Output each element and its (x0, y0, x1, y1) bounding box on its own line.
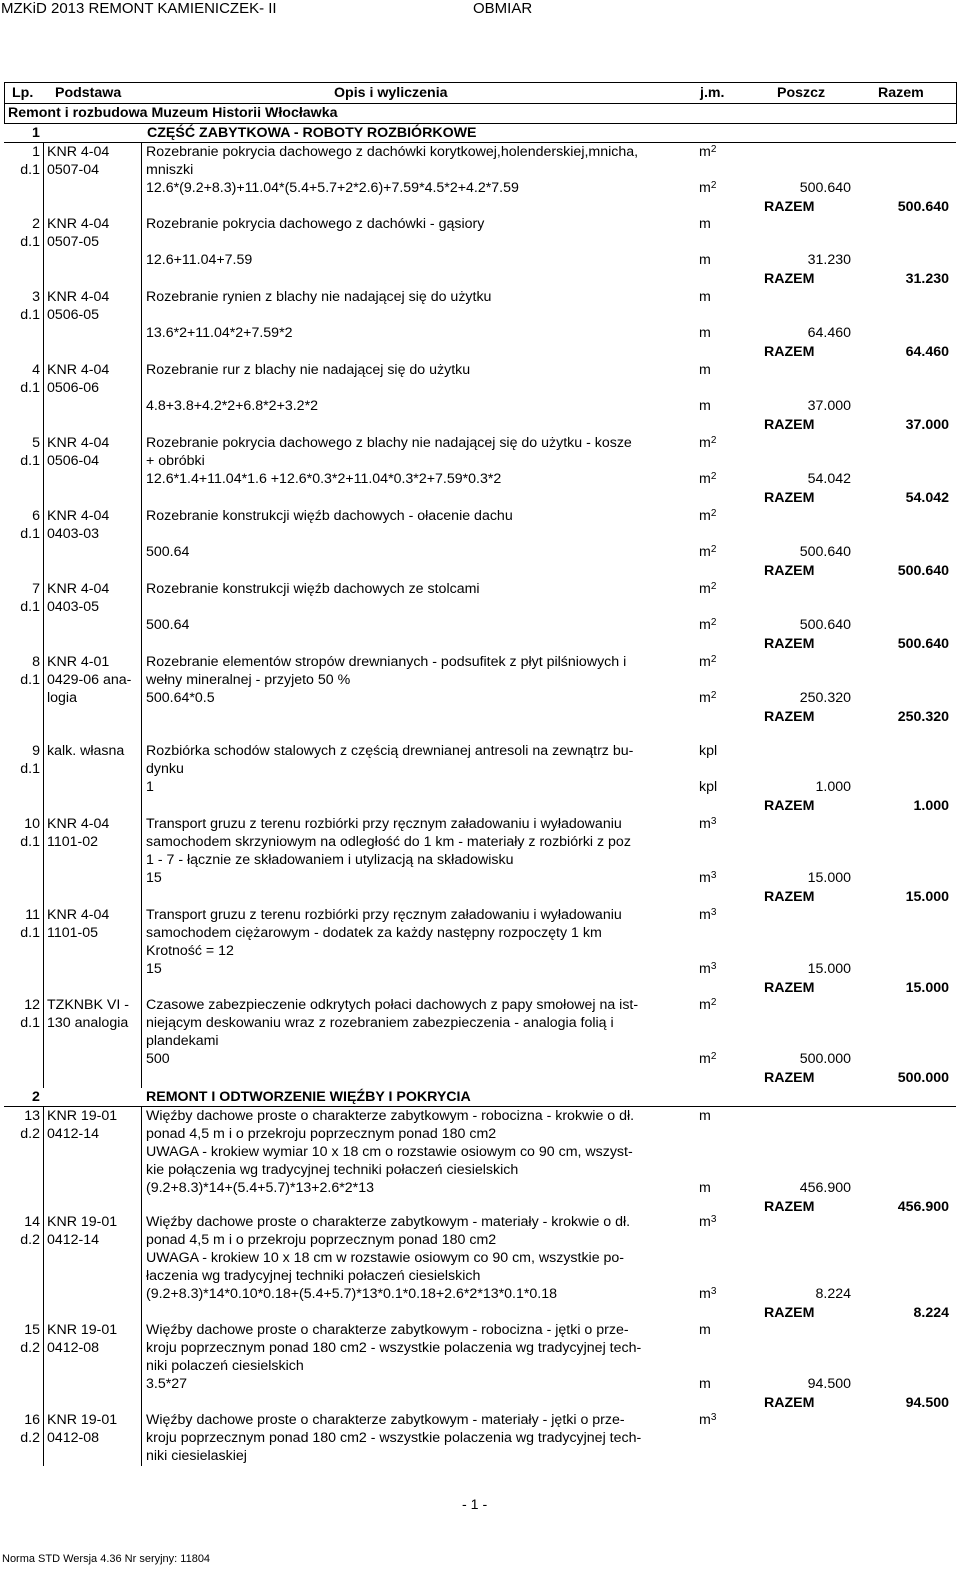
item-basis-line: KNR 4-04 (47, 508, 110, 524)
item-poszcz-value: 94.500 (807, 1376, 851, 1392)
item-basis-line: 0412-08 (47, 1430, 100, 1446)
item-unit-calc (699, 251, 711, 269)
project-title: Remont i rozbudowa Muzeum Historii Włocławka (8, 105, 338, 121)
unit-text: m (699, 1051, 711, 1067)
unit-text: m (699, 216, 711, 232)
item-unit-calc (699, 543, 716, 561)
item-poszcz-value: 54.042 (807, 471, 851, 487)
item-description-line: Krotność = 12 (146, 943, 234, 959)
item-basis-line: 0412-14 (47, 1232, 100, 1248)
item-razem-value: 64.460 (905, 344, 949, 360)
col-header-podstawa: Podstawa (55, 85, 122, 101)
item-description-line: kroju poprzecznym ponad 180 cm2 - wszystkie polaczenia wg tradycyjnej tech- (146, 1430, 642, 1446)
item-description-line: dynku (146, 761, 184, 777)
item-unit-header (699, 1321, 711, 1339)
unit-text: m (699, 1108, 711, 1124)
item-lp-suffix: d.1 (20, 761, 40, 777)
item-calculation: 1 (146, 779, 154, 795)
page-header (0, 0, 960, 18)
item-description-line: kroju poprzecznym ponad 180 cm2 - wszystkie polaczenia wg tradycyjnej tech- (146, 1340, 642, 1356)
item-description-line: Rozebranie konstrukcji więźb dachowych - ołacenie dachu (146, 508, 513, 524)
item-basis-line: 0506-04 (47, 453, 100, 469)
item-poszcz-value: 500.640 (799, 544, 851, 560)
item-unit-calc (699, 1179, 711, 1197)
item-calculation: 500.64*0.5 (146, 690, 215, 706)
item-basis-line: logia (47, 690, 77, 706)
item-poszcz-value: 500.640 (799, 180, 851, 196)
item-lp: 2 (32, 216, 40, 232)
item-calculation: 500 (146, 1051, 170, 1067)
item-description-line: Transport gruzu z terenu rozbiórki przy ręcznym załadowaniu i wyładowaniu (146, 907, 622, 923)
item-calculation: 500.64 (146, 617, 190, 633)
item-unit-calc (699, 869, 716, 887)
item-razem-label: RAZEM (764, 1395, 815, 1411)
item-lp-suffix: d.2 (20, 1340, 40, 1356)
item-unit-calc (699, 179, 716, 197)
unit-exponent: 2 (710, 180, 717, 191)
item-description-line: Rozebranie rur z blachy nie nadającej się do użytku (146, 362, 471, 378)
item-razem-value: 31.230 (905, 271, 949, 287)
item-razem-value: 94.500 (905, 1395, 949, 1411)
item-poszcz-value: 456.900 (799, 1180, 851, 1196)
item-razem-label: RAZEM (764, 417, 815, 433)
unit-text: m (699, 816, 711, 832)
item-razem-value: 37.000 (905, 417, 949, 433)
item-unit-header (699, 742, 717, 760)
item-description-line: niki ciesielaskiej (146, 1448, 247, 1464)
item-poszcz-value: 1.000 (815, 779, 851, 795)
item-poszcz-value: 500.640 (799, 617, 851, 633)
item-basis-line: 0506-05 (47, 307, 100, 323)
unit-text: m (699, 617, 711, 633)
item-description-line: + obróbki (146, 453, 205, 469)
item-lp-suffix: d.1 (20, 599, 40, 615)
unit-exponent: 3 (710, 907, 717, 918)
unit-exponent: 3 (710, 816, 717, 827)
item-lp-suffix: d.1 (20, 1015, 40, 1031)
item-lp-suffix: d.2 (20, 1126, 40, 1142)
item-description-line: Więźby dachowe proste o charakterze zabytkowym - materiały - jętki o prze- (146, 1412, 625, 1428)
unit-exponent: 2 (710, 544, 717, 555)
item-description-line: 1 - 7 - łącznie ze składowaniem i utylizacją na składowisku (146, 852, 514, 868)
item-description-line: Rozbiórka schodów stalowych z częścią drewnianej antresoli na zewnątrz bu- (146, 743, 634, 759)
unit-text: m (699, 471, 711, 487)
item-calculation: 12.6+11.04+7.59 (146, 252, 253, 268)
item-poszcz-value: 15.000 (807, 870, 851, 886)
item-basis-line: KNR 4-04 (47, 907, 110, 923)
item-unit-calc (699, 470, 716, 488)
unit-text: m (699, 870, 711, 886)
item-basis-line: 0429-06 ana- (47, 672, 132, 688)
item-basis-line: KNR 4-04 (47, 289, 110, 305)
item-calculation: 13.6*2+11.04*2+7.59*2 (146, 325, 293, 341)
item-lp-suffix: d.1 (20, 234, 40, 250)
unit-text: m (699, 1322, 711, 1338)
item-unit-header (699, 361, 711, 379)
unit-text: m (699, 907, 711, 923)
item-lp: 9 (32, 743, 40, 759)
item-lp: 3 (32, 289, 40, 305)
unit-exponent: 2 (710, 690, 717, 701)
item-basis-line: 0506-06 (47, 380, 100, 396)
item-unit-calc (699, 1375, 711, 1393)
item-poszcz-value: 500.000 (799, 1051, 851, 1067)
item-description-line: Więźby dachowe proste o charakterze zabytkowym - robocizna - jętki o prze- (146, 1322, 629, 1338)
item-unit-header (699, 143, 716, 161)
item-unit-calc (699, 324, 711, 342)
item-unit-calc (699, 689, 716, 707)
item-basis-line: KNR 4-04 (47, 144, 110, 160)
item-description-line: ponad 4,5 m i o przekroju poprzecznym ponad 180 cm2 (146, 1126, 497, 1142)
unit-exponent: 3 (710, 1286, 717, 1297)
item-calculation: 15 (146, 961, 162, 977)
item-unit-header (699, 288, 711, 306)
item-calculation: 12.6*1.4+11.04*1.6 +12.6*0.3*2+11.04*0.3*2+7.59*0.3*2 (146, 471, 502, 487)
item-description-line: samochodem ciężarowym - dodatek za każdy następny rozpoczęty 1 km (146, 925, 602, 941)
unit-text: kpl (699, 743, 718, 759)
item-unit-header (699, 580, 716, 598)
item-lp: 15 (24, 1322, 40, 1338)
item-lp: 10 (24, 816, 40, 832)
item-description-line: Rozebranie pokrycia dachowego z dachówki - gąsiory (146, 216, 485, 232)
unit-exponent: 2 (710, 617, 717, 628)
unit-exponent: 2 (710, 508, 717, 519)
page-number: - 1 - (462, 1497, 488, 1513)
item-lp: 1 (32, 144, 40, 160)
item-razem-label: RAZEM (764, 709, 815, 725)
item-poszcz-value: 37.000 (807, 398, 851, 414)
item-calculation: 3.5*27 (146, 1376, 188, 1392)
page-header-title: MZKiD 2013 REMONT KAMIENICZEK- II (1, 0, 277, 17)
item-basis-line: 1101-02 (47, 834, 99, 850)
item-lp: 6 (32, 508, 40, 524)
unit-text: m (699, 435, 711, 451)
item-lp: 14 (24, 1214, 40, 1230)
unit-exponent: 2 (710, 144, 717, 155)
item-basis-line: 130 analogia (47, 1015, 129, 1031)
item-basis-line: 0507-05 (47, 234, 100, 250)
item-basis-line: KNR 19-01 (47, 1108, 118, 1124)
item-lp-suffix: d.2 (20, 1232, 40, 1248)
item-basis-line: KNR 19-01 (47, 1412, 118, 1428)
item-poszcz-value: 250.320 (799, 690, 851, 706)
unit-exponent: 3 (710, 870, 717, 881)
item-description-line: Więźby dachowe proste o charakterze zabytkowym - materiały - krokwie o dł. (146, 1214, 631, 1230)
item-basis-line: KNR 4-04 (47, 816, 110, 832)
item-description-line: mniszki (146, 162, 194, 178)
item-description-line: Rozebranie elementów stropów drewnianych - podsufitek z płyt pilśniowych i (146, 654, 627, 670)
item-calculation: (9.2+8.3)*14*0.10*0.18+(5.4+5.7)*13*0.1*0.18+2.6*2*13*0.1*0.18 (146, 1286, 557, 1302)
col-header-razem: Razem (878, 85, 924, 101)
item-razem-label: RAZEM (764, 490, 815, 506)
unit-text: m (699, 252, 711, 268)
item-razem-label: RAZEM (764, 889, 815, 905)
item-basis-line: 0412-08 (47, 1340, 100, 1356)
item-unit-calc (699, 778, 717, 796)
item-razem-value: 15.000 (905, 980, 949, 996)
item-razem-value: 500.000 (897, 1070, 949, 1086)
unit-text: m (699, 1376, 711, 1392)
section-2-number: 2 (32, 1089, 40, 1105)
item-unit-calc (699, 1285, 716, 1303)
unit-text: m (699, 1180, 711, 1196)
item-calculation: (9.2+8.3)*14+(5.4+5.7)*13+2.6*2*13 (146, 1180, 374, 1196)
item-razem-value: 15.000 (905, 889, 949, 905)
item-lp: 8 (32, 654, 40, 670)
item-basis-line: KNR 4-01 (47, 654, 110, 670)
section-1-title: CZĘŚĆ ZABYTKOWA - ROBOTY ROZBIÓRKOWE (147, 125, 477, 141)
item-description-line: kie połączenia wg tradycyjnej techniki połaczeń ciesielskich (146, 1162, 519, 1178)
unit-text: m (699, 1214, 711, 1230)
item-description-line: niki polaczeń ciesielskich (146, 1358, 304, 1374)
item-lp: 7 (32, 581, 40, 597)
item-razem-label: RAZEM (764, 1305, 815, 1321)
unit-text: m (699, 362, 711, 378)
unit-text: m (699, 508, 711, 524)
item-basis-line: KNR 4-04 (47, 362, 110, 378)
item-lp-suffix: d.1 (20, 162, 40, 178)
unit-exponent: 3 (710, 1412, 717, 1423)
item-calculation: 500.64 (146, 544, 190, 560)
item-poszcz-value: 64.460 (807, 325, 851, 341)
item-lp: 5 (32, 435, 40, 451)
item-description-line: Rozebranie pokrycia dachowego z blachy nie nadającej się do użytku - kosze (146, 435, 632, 451)
item-razem-label: RAZEM (764, 798, 815, 814)
item-unit-header (699, 653, 716, 671)
item-basis-line: 0507-04 (47, 162, 100, 178)
item-unit-calc (699, 397, 711, 415)
item-description-line: łaczenia wg tradycyjnej techniki połaczeń ciesielskich (146, 1268, 481, 1284)
header-rule-top (4, 82, 956, 83)
item-unit-header (699, 815, 716, 833)
unit-text: m (699, 1412, 711, 1428)
item-lp: 12 (24, 997, 40, 1013)
item-razem-label: RAZEM (764, 980, 815, 996)
item-lp: 16 (24, 1412, 40, 1428)
item-razem-value: 8.224 (913, 1305, 949, 1321)
item-basis-line: KNR 4-04 (47, 581, 110, 597)
section-2-title: REMONT I ODTWORZENIE WIĘŹBY I POKRYCIA (146, 1089, 471, 1105)
item-lp: 13 (24, 1108, 40, 1124)
item-lp-suffix: d.1 (20, 925, 40, 941)
footer-software: Norma STD Wersja 4.36 Nr seryjny: 11804 (2, 1553, 211, 1565)
item-razem-label: RAZEM (764, 344, 815, 360)
unit-exponent: 2 (710, 654, 717, 665)
item-lp-suffix: d.2 (20, 1430, 40, 1446)
unit-text: kpl (699, 779, 718, 795)
item-calculation: 12.6*(9.2+8.3)+11.04*(5.4+5.7+2*2.6)+7.59*4.5*2+4.2*7.59 (146, 180, 519, 196)
item-description-line: ponad 4,5 m i o przekroju poprzecznym ponad 180 cm2 (146, 1232, 497, 1248)
col-header-opis: Opis i wyliczenia (334, 85, 448, 101)
item-description-line: UWAGA - krokiew wymiar 10 x 18 cm o rozstawie osiowym co 90 cm, wszyst- (146, 1144, 633, 1160)
unit-exponent: 2 (710, 581, 717, 592)
item-calculation: 4.8+3.8+4.2*2+6.8*2+3.2*2 (146, 398, 318, 414)
unit-text: m (699, 289, 711, 305)
unit-text: m (699, 581, 711, 597)
unit-exponent: 2 (710, 435, 717, 446)
unit-text: m (699, 325, 711, 341)
unit-exponent: 2 (710, 997, 717, 1008)
item-lp: 11 (25, 907, 40, 923)
item-unit-header (699, 507, 716, 525)
item-basis-line: 0403-03 (47, 526, 100, 542)
item-calculation: 15 (146, 870, 162, 886)
unit-text: m (699, 1286, 711, 1302)
unit-text: m (699, 690, 711, 706)
item-description-line: samochodem skrzyniowym na odległość do 1 km - materiały z rozbiórki z poz (146, 834, 631, 850)
item-basis-line: KNR 4-04 (47, 435, 110, 451)
item-unit-header (699, 1213, 716, 1231)
item-lp-suffix: d.1 (20, 380, 40, 396)
item-lp-suffix: d.1 (20, 453, 40, 469)
unit-text: m (699, 544, 711, 560)
item-unit-calc (699, 616, 716, 634)
item-razem-label: RAZEM (764, 271, 815, 287)
item-razem-value: 54.042 (905, 490, 949, 506)
item-lp-suffix: d.1 (20, 526, 40, 542)
item-razem-label: RAZEM (764, 1070, 815, 1086)
item-description-line: wełny mineralnej - przyjeto 50 % (146, 672, 351, 688)
col-header-poszcz: Poszcz (777, 85, 826, 101)
item-description-line: Rozebranie pokrycia dachowego z dachówki korytkowej,holenderskiej,mnicha, (146, 144, 639, 160)
item-poszcz-value: 15.000 (807, 961, 851, 977)
item-basis-line: KNR 19-01 (47, 1214, 118, 1230)
unit-text: m (699, 654, 711, 670)
unit-exponent: 2 (710, 471, 717, 482)
item-razem-label: RAZEM (764, 1199, 815, 1215)
unit-text: m (699, 997, 711, 1013)
item-lp: 4 (32, 362, 40, 378)
item-unit-header (699, 215, 711, 233)
item-description-line: plandekami (146, 1033, 219, 1049)
item-razem-value: 500.640 (897, 563, 949, 579)
item-description-line: Więźby dachowe proste o charakterze zabytkowym - robocizna - krokwie o dł. (146, 1108, 635, 1124)
col-header-lp: Lp. (12, 85, 34, 101)
item-lp-suffix: d.1 (20, 672, 40, 688)
section-1-number: 1 (32, 125, 40, 141)
item-razem-label: RAZEM (764, 563, 815, 579)
item-poszcz-value: 31.230 (807, 252, 851, 268)
item-unit-header (699, 1411, 716, 1429)
item-basis-line: 0403-05 (47, 599, 100, 615)
item-basis-line: kalk. własna (47, 743, 125, 759)
item-lp-suffix: d.1 (20, 307, 40, 323)
item-basis-line: KNR 4-04 (47, 216, 110, 232)
item-description-line: Transport gruzu z terenu rozbiórki przy ręcznym załadowaniu i wyładowaniu (146, 816, 622, 832)
item-razem-value: 250.320 (897, 709, 949, 725)
item-description-line: Czasowe zabezpieczenie odkrytych połaci dachowych z papy smołowej na ist- (146, 997, 639, 1013)
item-unit-header (699, 996, 716, 1014)
unit-text: m (699, 180, 711, 196)
item-razem-label: RAZEM (764, 199, 815, 215)
unit-text: m (699, 144, 711, 160)
unit-exponent: 2 (710, 1051, 717, 1062)
unit-exponent: 3 (710, 1214, 717, 1225)
col-header-jm: j.m. (700, 85, 725, 101)
item-basis-line: 0412-14 (47, 1126, 100, 1142)
item-description-line: UWAGA - krokiew 10 x 18 cm w rozstawie osiowym co 90 cm, wszystkie po- (146, 1250, 625, 1266)
item-razem-value: 500.640 (897, 199, 949, 215)
item-unit-calc (699, 960, 716, 978)
item-basis-line: KNR 19-01 (47, 1322, 118, 1338)
item-unit-calc (699, 1050, 716, 1068)
item-poszcz-value: 8.224 (815, 1286, 851, 1302)
item-unit-header (699, 906, 716, 924)
item-lp-suffix: d.1 (20, 834, 40, 850)
item-razem-value: 500.640 (897, 636, 949, 652)
item-basis-line: TZKNBK VI - (47, 997, 129, 1013)
item-razem-value: 1.000 (913, 798, 949, 814)
item-razem-value: 456.900 (897, 1199, 949, 1215)
item-unit-header (699, 434, 716, 452)
item-razem-label: RAZEM (764, 636, 815, 652)
page-header-type: OBMIAR (473, 0, 533, 17)
unit-text: m (699, 398, 711, 414)
unit-text: m (699, 961, 711, 977)
item-description-line: Rozebranie konstrukcji więźb dachowych ze stolcami (146, 581, 480, 597)
item-unit-header (699, 1107, 711, 1125)
unit-exponent: 3 (710, 961, 717, 972)
item-description-line: niejącym deskowaniu wraz z rozebraniem zabezpieczenia - analogia folią i (146, 1015, 614, 1031)
item-basis-line: 1101-05 (47, 925, 99, 941)
item-description-line: Rozebranie rynien z blachy nie nadającej się do użytku (146, 289, 492, 305)
